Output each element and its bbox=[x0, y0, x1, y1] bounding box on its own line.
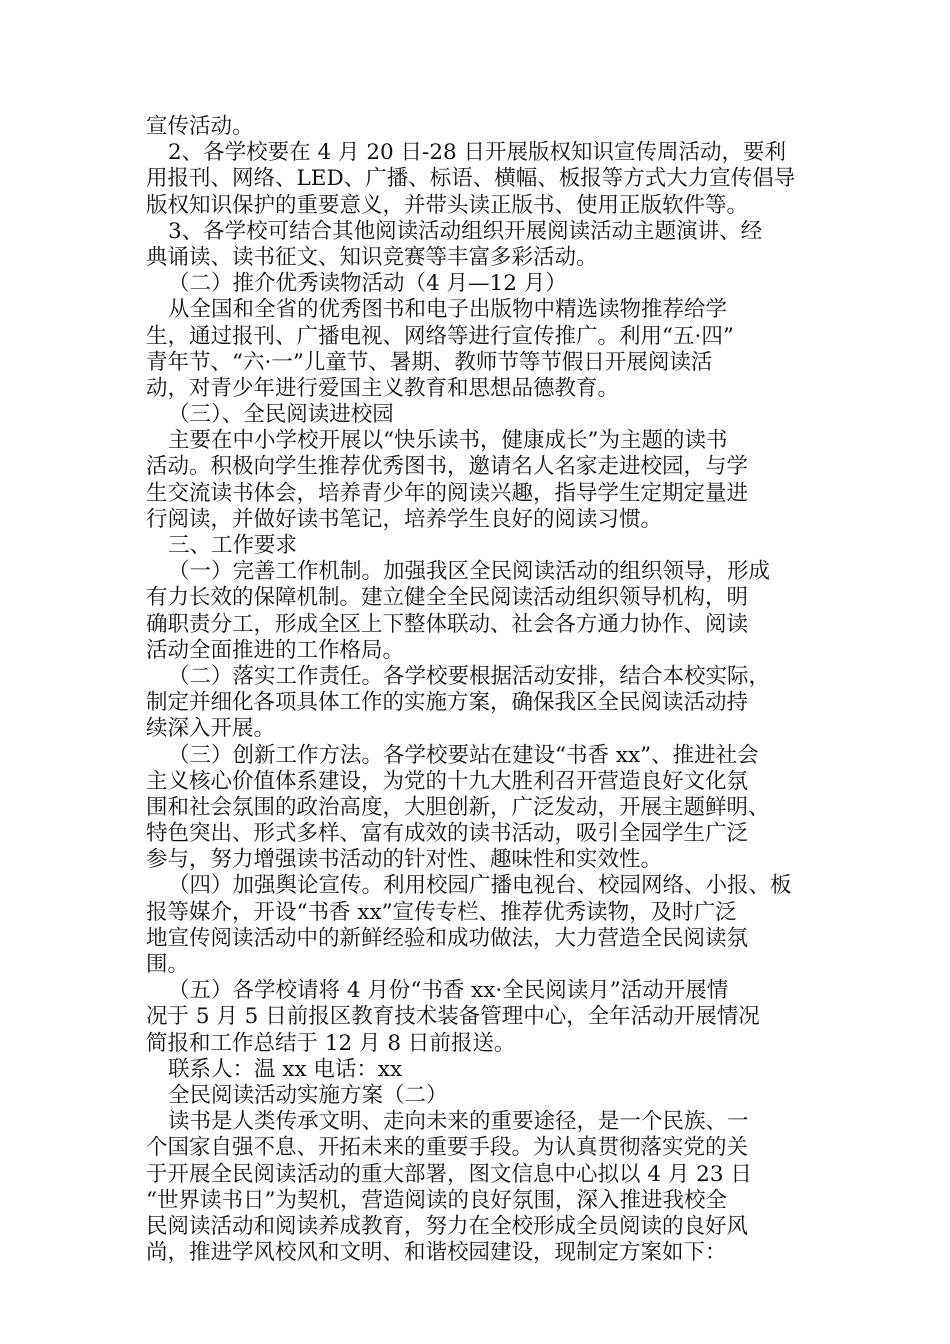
text-line: （二）推介优秀读物活动（4 月—12 月） bbox=[168, 271, 567, 297]
text-line: 生，通过报刊、广播电视、网络等进行宣传推广。利用“五·四” bbox=[146, 323, 734, 349]
text-line: 动，对青少年进行爱国主义教育和思想品德教育。 bbox=[146, 375, 620, 401]
document-body bbox=[146, 114, 814, 1266]
text-line: 特色突出、形式多样、富有成效的读书活动，吸引全园学生广泛 bbox=[146, 821, 749, 847]
text-line: 地宣传阅读活动中的新鲜经验和成功做法，大力营造全民阅读氛 bbox=[146, 925, 749, 951]
text-line: （一）完善工作机制。加强我区全民阅读活动的组织领导，形成 bbox=[168, 559, 771, 585]
text-line: 读书是人类传承文明、走向未来的重要途径，是一个民族、一 bbox=[168, 1109, 749, 1135]
text-line: 尚，推进学风校风和文明、和谐校园建设，现制定方案如下： bbox=[146, 1240, 727, 1266]
text-line: 主义核心价值体系建设，为党的十九大胜利召开营造良好文化氛 bbox=[146, 768, 749, 794]
text-line: 2、各学校要在 4 月 20 日-28 日开展版权知识宣传周活动，要利 bbox=[168, 140, 787, 166]
text-line: 活动。积极向学生推荐优秀图书，邀请名人名家走进校园，与学 bbox=[146, 454, 749, 480]
text-line: 青年节、“六·一”儿童节、暑期、教师节等节假日开展阅读活 bbox=[146, 349, 713, 375]
text-line: （三）创新工作方法。各学校要站在建设“书香 xx”、推进社会 bbox=[168, 742, 759, 768]
text-line: 围。 bbox=[146, 952, 190, 977]
text-line: 宣传活动。 bbox=[146, 114, 254, 139]
text-line: （五）各学校请将 4 月份“书香 xx·全民阅读月”活动开展情 bbox=[168, 978, 729, 1004]
text-line: 主要在中小学校开展以“快乐读书，健康成长”为主题的读书 bbox=[168, 428, 728, 454]
text-line: 参与，努力增强读书活动的针对性、趣味性和实效性。 bbox=[146, 847, 663, 873]
text-line: （二）落实工作责任。各学校要根据活动安排，结合本校实际， bbox=[168, 663, 771, 689]
text-line: 确职责分工，形成全区上下整体联动、社会各方通力协作、阅读 bbox=[146, 611, 749, 637]
text-line: 围和社会氛围的政治高度，大胆创新，广泛发动，开展主题鲜明、 bbox=[146, 794, 770, 820]
text-line: 况于 5 月 5 日前报区教育技术装备管理中心，全年活动开展情况 bbox=[146, 1004, 760, 1030]
text-line: 于开展全民阅读活动的重大部署，图文信息中心拟以 4 月 23 日 bbox=[146, 1161, 752, 1187]
text-line: 活动全面推进的工作格局。 bbox=[146, 637, 405, 663]
text-line: 简报和工作总结于 12 月 8 日前报送。 bbox=[146, 1030, 516, 1056]
text-line: 个国家自强不息、开拓未来的重要手段。为认真贯彻落实党的关 bbox=[146, 1135, 749, 1161]
text-line: 有力长效的保障机制。建立健全全民阅读活动组织领导机构，明 bbox=[146, 585, 749, 611]
text-line: 3、各学校可结合其他阅读活动组织开展阅读活动主题演讲、经 bbox=[168, 218, 763, 244]
text-line: 联系人：温 xx 电话：xx bbox=[168, 1056, 403, 1082]
text-line: 报等媒介，开设“书香 xx”宣传专栏、推荐优秀读物，及时广泛 bbox=[146, 899, 737, 925]
text-line: 续深入开展。 bbox=[146, 716, 276, 742]
text-line: “世界读书日”为契机，营造阅读的良好氛围，深入推进我校全 bbox=[146, 1187, 727, 1213]
text-line: 制定并细化各项具体工作的实施方案，确保我区全民阅读活动持 bbox=[146, 690, 749, 716]
text-line: （三）、全民阅读进校园 bbox=[168, 402, 394, 428]
text-line: 全民阅读活动实施方案（二） bbox=[168, 1082, 448, 1108]
text-line: 行阅读，并做好读书笔记，培养学生良好的阅读习惯。 bbox=[146, 506, 663, 532]
text-line: 民阅读活动和阅读养成教育，努力在全校形成全员阅读的良好风 bbox=[146, 1213, 749, 1239]
text-line: （四）加强舆论宣传。利用校园广播电视台、校园网络、小报、板 bbox=[168, 873, 792, 899]
text-line: 生交流读书体会，培养青少年的阅读兴趣，指导学生定期定量进 bbox=[146, 480, 749, 506]
text-line: 三、工作要求 bbox=[168, 533, 298, 558]
text-line: 典诵读、读书征文、知识竞赛等丰富多彩活动。 bbox=[146, 244, 598, 270]
text-line: 用报刊、网络、LED、广播、标语、横幅、板报等方式大力宣传倡导 bbox=[146, 166, 796, 192]
text-line: 版权知识保护的重要意义，并带头读正版书、使用正版软件等。 bbox=[146, 192, 749, 218]
text-line: 从全国和全省的优秀图书和电子出版物中精选读物推荐给学 bbox=[168, 297, 728, 323]
